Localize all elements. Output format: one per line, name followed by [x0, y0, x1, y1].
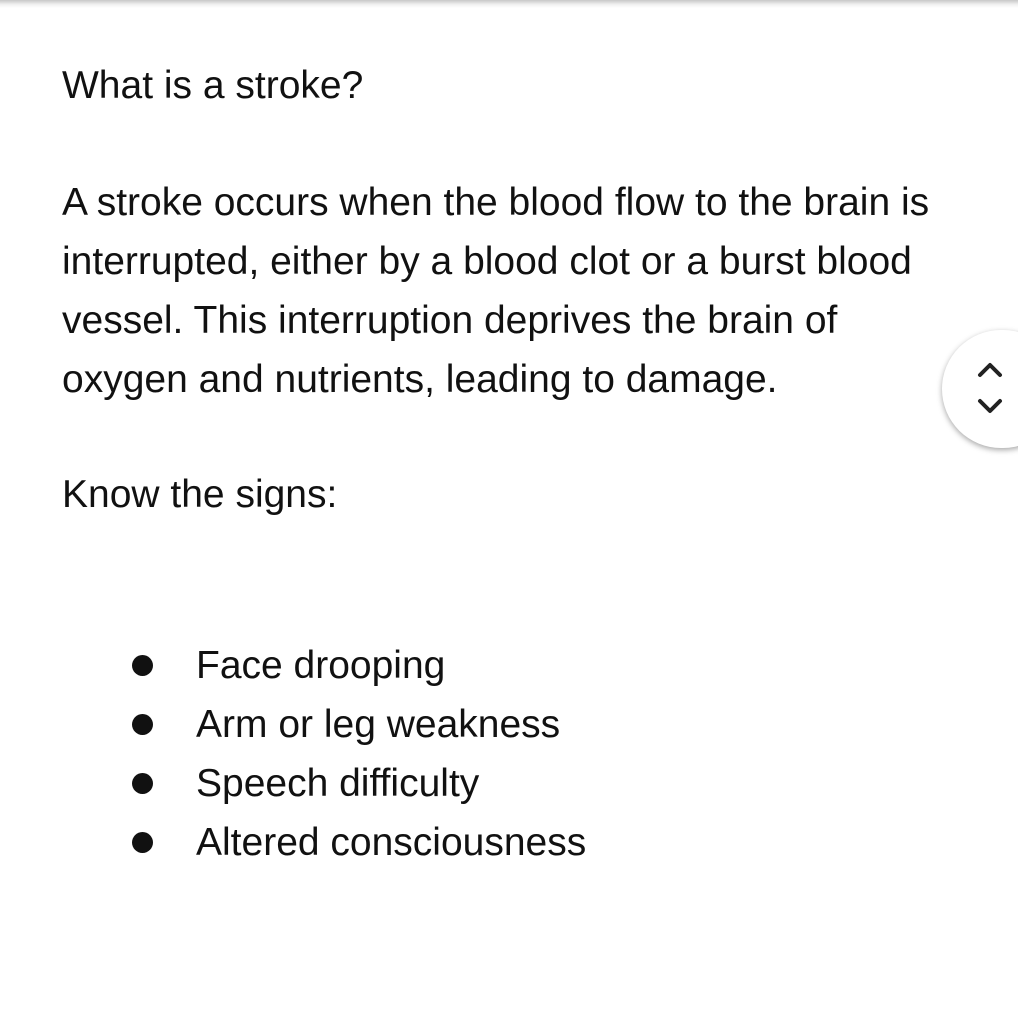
sign-text: Speech difficulty [196, 762, 480, 805]
chevron-up-icon [976, 361, 1004, 379]
bullet-icon [132, 832, 153, 853]
list-item [62, 754, 962, 813]
sign-text: Face drooping [196, 644, 446, 687]
bullet-icon [132, 655, 153, 676]
bullet-icon [132, 773, 153, 794]
signs-list [62, 636, 962, 872]
article-paragraph: A stroke occurs when the blood flow to the brain is interrupted, either by a blood clot or a burst blood vessel. This interruption deprives the brain of oxygen and nutrients, leading to damage. [62, 181, 930, 401]
chevron-down-icon [976, 397, 1004, 415]
previous-button[interactable] [976, 356, 1004, 384]
sign-text: Altered consciousness [196, 821, 587, 864]
top-bar-shadow [0, 0, 1018, 8]
list-item [62, 813, 962, 872]
sign-text: Arm or leg weakness [196, 703, 561, 746]
bullet-icon [132, 714, 153, 735]
list-item [62, 695, 962, 754]
list-item [62, 636, 962, 695]
signs-label: Know the signs: [62, 473, 338, 516]
article-heading: What is a stroke? [62, 64, 364, 107]
next-button[interactable] [976, 392, 1004, 420]
article-content [62, 56, 962, 872]
